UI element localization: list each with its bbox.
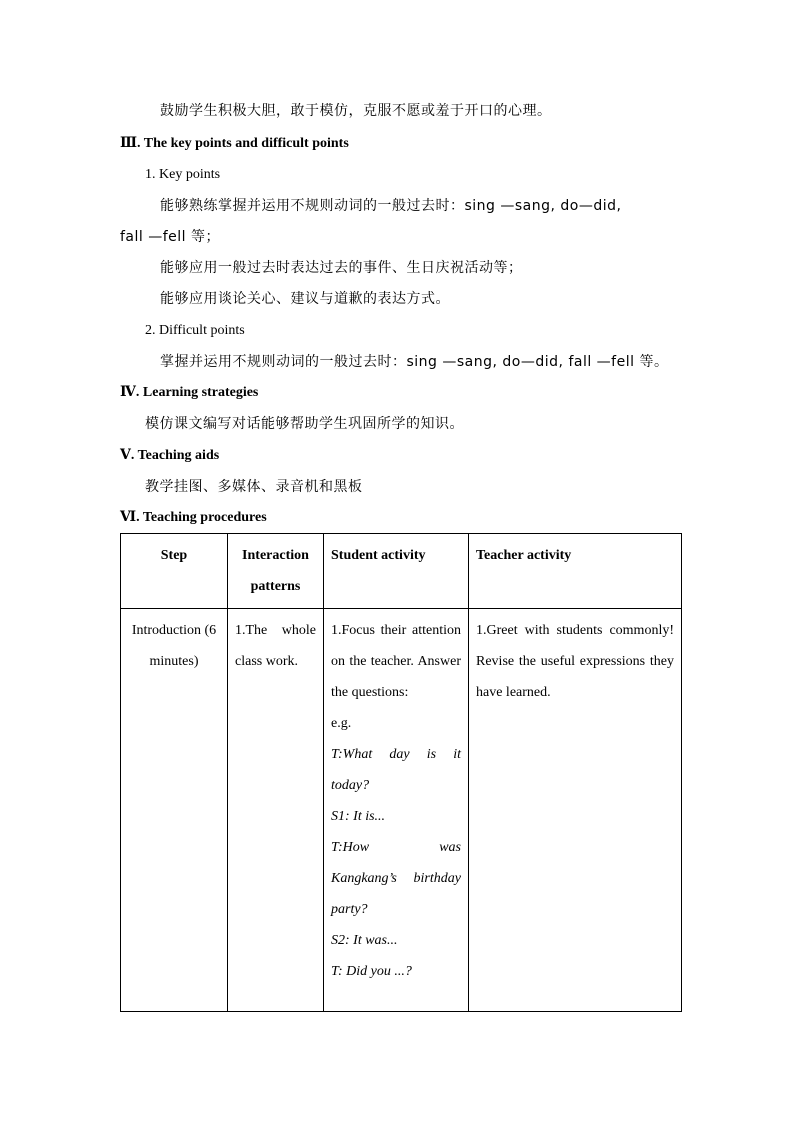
difficult-point-1: 掌握并运用不规则动词的一般过去时：sing —sang, do—did, fall —fell 等。 [160,354,669,370]
cell-interaction: 1.The whole class work. [228,609,324,1012]
header-step: Step [121,534,228,609]
key-point-1-line2: fall —fell 等； [120,229,221,245]
dialogue-line: S1: It is... [331,809,386,824]
key-point-2: 能够应用一般过去时表达过去的事件、生日庆祝活动等； [160,260,523,276]
dialogue-line: S2: It was... [331,933,398,948]
table-row [121,609,682,1012]
cell-step: Introduction (6 minutes) [121,609,228,1012]
cell-teacher-activity: 1.Greet with students commonly! Revise the useful expressions they have learned. [469,609,682,1012]
heading-teaching-procedures: Ⅵ. Teaching procedures [120,510,267,525]
heading-teaching-aids: Ⅴ. Teaching aids [120,448,220,463]
header-interaction: Interaction patterns [228,534,324,609]
teaching-aids-list: 教学挂图、多媒体、录音机和黑板 [145,479,363,495]
heading-learning-strategies: Ⅳ. Learning strategies [120,385,259,400]
dialogue-line: T:What day is it today? [331,747,461,793]
learning-strategy-1: 模仿课文编写对话能够帮助学生巩固所学的知识。 [145,416,464,432]
student-eg: e.g. [331,716,352,731]
dialogue-line: T:How was Kangkang’s birthday party? [331,840,461,917]
difficult-points-title: 2. Difficult points [145,323,245,338]
header-teacher-activity: Teacher activity [469,534,682,609]
heading-key-points: Ⅲ. The key points and difficult points [120,136,349,151]
paragraph-encourage: 鼓励学生积极大胆，敢于模仿，克服不愿或羞于开口的心理。 [160,103,552,119]
key-point-3: 能够应用谈论关心、建议与道歉的表达方式。 [160,291,450,307]
cell-student-activity [324,609,469,1012]
key-point-1-line1: 能够熟练掌握并运用不规则动词的一般过去时：sing —sang, do—did, [160,198,622,214]
table-header-row [121,534,682,609]
procedures-table [120,533,682,1012]
key-points-title: 1. Key points [145,167,221,182]
student-intro: 1.Focus their attention on the teacher. Answer the questions: [331,623,461,700]
header-student-activity: Student activity [324,534,469,609]
dialogue-line: T: Did you ...? [331,964,412,979]
